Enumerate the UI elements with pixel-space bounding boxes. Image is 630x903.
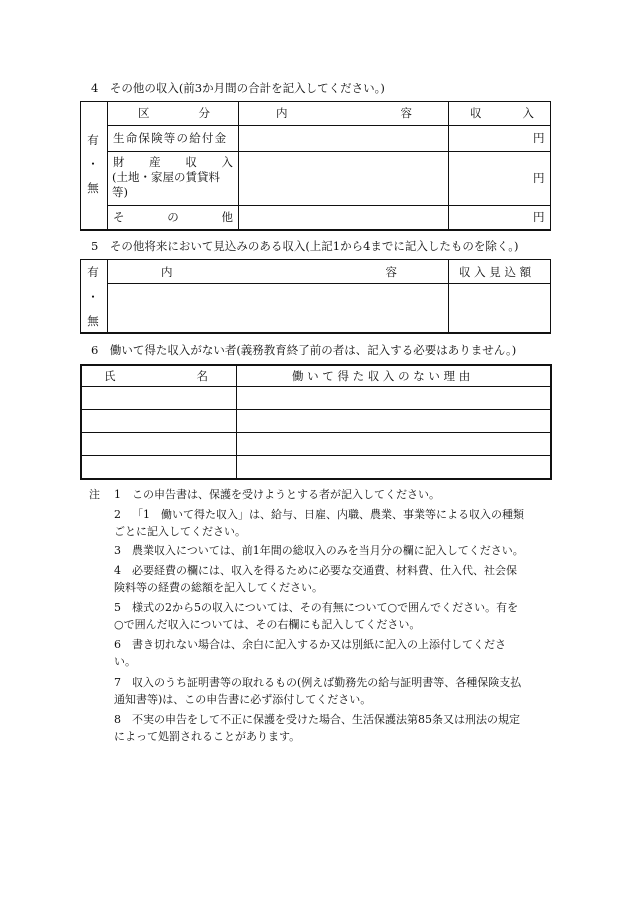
row-property-label-line1: 財 産 収 入 bbox=[113, 155, 233, 169]
header-category: 区 分 bbox=[138, 106, 210, 120]
note-2-num: 2 bbox=[114, 508, 121, 521]
s5-side-label-no: 無 bbox=[87, 314, 99, 328]
row-property-label-line3: 等) bbox=[112, 185, 128, 199]
note-2-text: 「1 働いて得た収入」は、給与、日雇、内職、農業、事業等による収入の種類 bbox=[132, 508, 524, 521]
row-life-insurance-label: 生命保険等の給付金 bbox=[113, 131, 228, 145]
note-5-num: 5 bbox=[114, 601, 121, 614]
s6-header-reason: 働 い て 得 た 収 入 の な い 理 由 bbox=[292, 369, 471, 383]
note-7-text: 収入のうち証明書等の取れるもの(例えば勤務先の給与証明書等、各種保険支払 bbox=[132, 676, 522, 689]
note-8-text: 不実の申告をして不正に保護を受けた場合、生活保護法第85条又は刑法の規定 bbox=[132, 713, 520, 726]
note-2-cont: ごとに記入してください。 bbox=[114, 525, 246, 538]
note-4-cont: 険料等の経費の総額を記入してください。 bbox=[114, 581, 323, 594]
s6-header-name: 氏 名 bbox=[104, 369, 208, 383]
row-life-insurance-yen: 円 bbox=[533, 131, 545, 145]
note-3-num: 3 bbox=[114, 544, 121, 557]
note-6-text: 書き切れない場合は、余白に記入するか又は別紙に記入の上添付してくださ bbox=[132, 638, 506, 651]
row-other-label: そ の 他 bbox=[113, 210, 233, 224]
note-5-cont: ○で囲んだ収入については、その右欄にも記入してください。 bbox=[114, 618, 421, 631]
row-property-label-line2: (土地・家屋の賃貸料 bbox=[112, 170, 220, 184]
note-7-num: 7 bbox=[114, 676, 121, 689]
note-7-cont: 通知書等)は、この申告書に必ず添付してください。 bbox=[114, 693, 372, 706]
s5-header-content: 内 容 bbox=[161, 265, 397, 279]
note-4-num: 4 bbox=[114, 564, 121, 577]
side-label-dot: ・ bbox=[87, 157, 99, 171]
note-4-text: 必要経費の欄には、収入を得るために必要な交通費、材料費、仕入代、社会保 bbox=[132, 564, 517, 577]
notes-label: 注 bbox=[89, 488, 100, 501]
s5-header-expected: 収 入 見 込 額 bbox=[459, 265, 532, 279]
s5-side-label-yes: 有 bbox=[87, 265, 99, 279]
note-1-num: 1 bbox=[114, 488, 121, 501]
header-content: 内 容 bbox=[276, 106, 412, 120]
section5-title: 5 その他将来において見込みのある収入(上記1から4までに記入したものを除く。) bbox=[91, 239, 519, 253]
note-6-num: 6 bbox=[114, 638, 121, 651]
section6-title: 6 働いて得た収入がない者(義務教育終了前の者は、記入する必要はありません。) bbox=[91, 343, 517, 357]
row-property-yen: 円 bbox=[533, 171, 545, 185]
note-1-text: この申告書は、保護を受けようとする者が記入してください。 bbox=[132, 488, 440, 501]
row-other-yen: 円 bbox=[533, 210, 545, 224]
note-8-cont: によって処罰されることがあります。 bbox=[114, 730, 301, 743]
note-8-num: 8 bbox=[114, 713, 121, 726]
note-6-cont: い。 bbox=[114, 655, 136, 668]
header-income: 収 入 bbox=[470, 106, 534, 120]
section4-title: 4 その他の収入(前3か月間の合計を記入してください。) bbox=[91, 81, 385, 95]
note-5-text: 様式の2から5の収入については、その有無について○で囲んでください。有を bbox=[132, 601, 519, 614]
side-label-yes: 有 bbox=[87, 133, 99, 147]
side-label-no: 無 bbox=[87, 181, 99, 195]
s5-side-label-dot: ・ bbox=[87, 290, 99, 304]
note-3-text: 農業収入については、前1年間の総収入のみを当月分の欄に記入してください。 bbox=[132, 544, 524, 557]
